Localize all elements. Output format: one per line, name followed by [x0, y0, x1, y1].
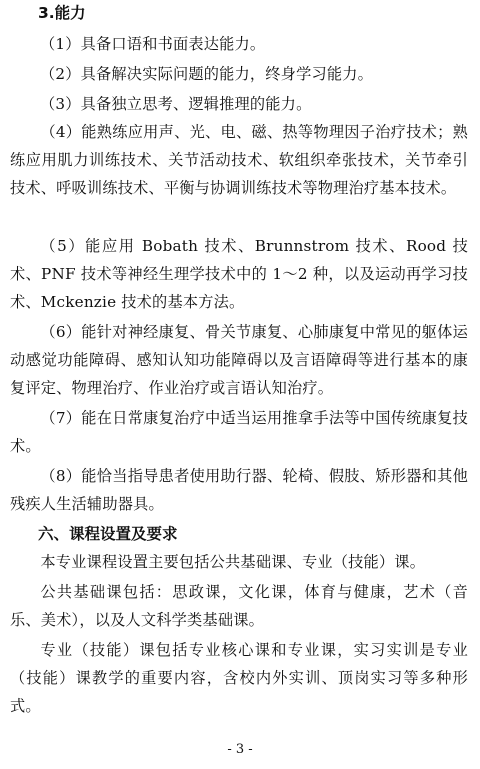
curriculum-paragraph-3: 专业（技能）课包括专业核心课和专业课，实习实训是专业（技能）课教学的重要内容，含校内外实训、顶岗实习等多种形式。 — [10, 641, 468, 715]
ability-item-5: （5）能应用 Bobath 技术、Brunnstrom 技术、Rood 技术、PNF 技术等神经生理学技术中的 1～2 种，以及运动再学习技术、Mckenzie 技术的基本方法。 — [10, 237, 468, 311]
curriculum-paragraph-2: 公共基础课包括：思政课，文化课，体育与健康，艺术（音乐、美术），以及人文科学类基础课。 — [10, 583, 468, 629]
ability-item-1: （1）具备口语和书面表达能力。 — [40, 35, 266, 53]
ability-item-7: （7）能在日常康复治疗中适当运用推拿手法等中国传统康复技术。 — [10, 409, 468, 455]
ability-item-6: （6）能针对神经康复、骨关节康复、心肺康复中常见的躯体运动感觉功能障碍、感知认知功能障碍以及言语障碍等进行基本的康复评定、物理治疗、作业治疗或言语认知治疗。 — [10, 323, 468, 397]
ability-item-8: （8）能恰当指导患者使用助行器、轮椅、假肢、矫形器和其他残疾人生活辅助器具。 — [10, 467, 468, 513]
section-title-ability: 3.能力 — [38, 4, 86, 22]
curriculum-paragraph-1: 本专业课程设置主要包括公共基础课、专业（技能）课。 — [40, 553, 426, 571]
ability-item-3: （3）具备独立思考、逻辑推理的能力。 — [40, 95, 312, 113]
ability-item-4: （4）能熟练应用声、光、电、磁、热等物理因子治疗技术；熟练应用肌力训练技术、关节活动技术、软组织牵张技术，关节牵引技术、呼吸训练技术、平衡与协调训练技术等物理治疗基本技术。 — [10, 123, 468, 197]
ability-item-2: （2）具备解决实际问题的能力，终身学习能力。 — [40, 65, 374, 83]
section-title-curriculum: 六、课程设置及要求 — [38, 525, 178, 543]
page-number: - 3 - — [227, 742, 253, 757]
